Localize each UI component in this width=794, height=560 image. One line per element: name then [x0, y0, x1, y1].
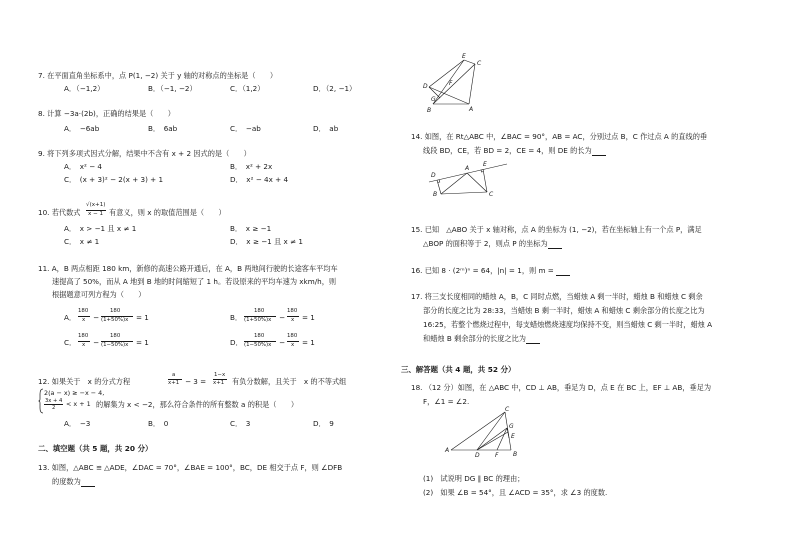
- fig18-label-c: C: [505, 406, 510, 413]
- q9-option-c[interactable]: C． (x + 3)² − 2(x + 3) + 1: [64, 175, 164, 184]
- question-8-stem: 8. 计算 −3a·(2b)，正确的结果是（ ）: [38, 109, 175, 118]
- question-11-line-2: 速提高了 50%，而从 A 地到 B 地的时间缩短了 1 h。若设原来的平均车速为 xkm/h，则: [52, 277, 337, 286]
- q9-option-a[interactable]: A． x² − 4: [64, 162, 102, 171]
- question-7-stem: 7. 在平面直角坐标系中，点 P(1, −2) 关于 y 轴的对称点的坐标是（ ）: [38, 71, 278, 80]
- question-11-line-3: 根据题意可列方程为（ ）: [52, 290, 146, 299]
- question-18-sub-2: (2) 如果 ∠B = 54°，且 ∠ACD = 35°，求 ∠3 的度数.: [423, 488, 608, 497]
- q12-option-a[interactable]: A． −3: [64, 419, 91, 428]
- q7-option-c[interactable]: C．（1,2）: [230, 84, 265, 93]
- question-10-prefix: 10. 若代数式: [38, 208, 81, 217]
- fig18-label-f: F: [495, 452, 499, 459]
- q10-option-a[interactable]: A． x > −1 且 x ≠ 1: [64, 224, 137, 233]
- fig14-label-b: B: [433, 191, 438, 198]
- q8-option-a[interactable]: A． −6ab: [64, 124, 100, 133]
- question-10-suffix: 有意义，则 x 的取值范围是（ ）: [109, 208, 226, 217]
- fig18-label-a: A: [445, 447, 450, 454]
- q18-figure: [445, 406, 518, 459]
- question-14-line-1: 14. 如图，在 Rt△ABC 中，∠BAC = 90°，AB = AC，分别过点 B，C 作过点 A 的直线的垂: [411, 132, 708, 141]
- fig18-label-e: E: [511, 433, 515, 440]
- fig14-label-c: C: [489, 191, 494, 198]
- question-17-line-3: 16:25，若整个燃烧过程中，每支蜡烛燃烧速度均保持不变，则当蜡烛 C 剩一半时，蜡烛 A: [423, 320, 713, 329]
- q12-system-num: 3x + 4: [45, 398, 63, 404]
- q12-system-rhs: < x + 1: [66, 400, 91, 408]
- question-17-line-2: 部分的长度之比为 28:33，当蜡烛 B 剩一半时，蜡烛 A 和蜡烛 C 剩余部分的长度之比为: [423, 306, 705, 315]
- fig13-label-g: G: [431, 96, 436, 103]
- q9-option-d[interactable]: D． x² − 4x + 4: [230, 175, 289, 184]
- fig18-label-b: B: [513, 451, 518, 458]
- q12-frac2-den: x+1: [213, 380, 225, 386]
- q8-option-d[interactable]: D． ab: [313, 124, 339, 133]
- question-12-tail: 的解集为 x < −2，那么符合条件的所有整数 a 的积是（ ）: [96, 400, 299, 409]
- fig13-label-a: A: [469, 106, 474, 113]
- q12-option-c[interactable]: C． 3: [230, 419, 251, 428]
- q12-frac1-num: a: [172, 372, 176, 378]
- fig13-label-f: F: [449, 80, 453, 87]
- q7-option-d[interactable]: D．（2, −1）: [313, 84, 357, 93]
- q12-frac1-den: x+1: [168, 380, 180, 386]
- q16-answer-blank[interactable]: [556, 266, 570, 276]
- question-13-line-1: 13. 如图，△ABC ≌ △ADE，∠DAC = 70°，∠BAE = 100°，BC，DE 相交于点 F，则 ∠DFB: [38, 463, 343, 472]
- question-18-line-2: F，∠1 = ∠2.: [423, 397, 470, 406]
- q8-option-c[interactable]: C． −ab: [230, 124, 261, 133]
- q13-figure: [419, 53, 485, 114]
- q12-option-b[interactable]: B． 0: [148, 419, 169, 428]
- fig13-label-c: C: [477, 60, 482, 67]
- fig14-label-d: D: [431, 172, 436, 179]
- q11-option-b[interactable]: B． 180 (1+50%)x − 180 x = 1: [230, 308, 315, 323]
- fig14-label-e: E: [483, 161, 487, 168]
- fig18-label-g: G: [509, 423, 514, 430]
- question-18-line-1: 18. （12 分）如图，在 △ABC 中，CD ⊥ AB，垂足为 D，点 E 在 BC 上，EF ⊥ AB，垂足为: [411, 383, 712, 392]
- question-17-line-4: 和蜡烛 B 剩余部分的长度之比为: [423, 334, 540, 344]
- fig13-label-e: E: [462, 53, 466, 60]
- section-2-heading: 二、填空题（共 5 题，共 20 分）: [38, 444, 153, 453]
- q15-answer-blank[interactable]: [548, 239, 562, 249]
- q11-option-c[interactable]: C． 180 x − 180 (1−50%)x = 1: [64, 333, 149, 348]
- q17-answer-blank[interactable]: [526, 334, 540, 344]
- q10-option-b[interactable]: B． x ≥ −1: [230, 224, 272, 233]
- q10-fraction-denominator: x − 1: [88, 211, 104, 217]
- q14-answer-blank[interactable]: [592, 146, 606, 156]
- fig18-label-d: D: [475, 452, 480, 459]
- question-14-line-2: 线段 BD，CE，若 BD = 2，CE = 4，则 DE 的长为: [423, 146, 606, 156]
- question-18-sub-1: (1) 试说明 DG ∥ BC 的理由；: [423, 474, 525, 483]
- question-15-line-2: △BOP 的面积等于 2，则点 P 的坐标为: [423, 239, 562, 249]
- question-13-line-2: 的度数为: [52, 477, 95, 487]
- question-12-prefix: 12. 如果关于 x 的分式方程: [38, 377, 131, 386]
- question-16: 16. 已知 8 · (2ᵐ)ⁿ = 64，|n| = 1，则 m =: [411, 266, 570, 276]
- fig13-label-b: B: [427, 107, 432, 114]
- fig13-label-d: D: [423, 83, 428, 90]
- q9-option-b[interactable]: B． x² + 2x: [230, 162, 273, 171]
- q10-option-d[interactable]: D． x ≥ −1 且 x ≠ 1: [230, 237, 303, 246]
- right-column: [397, 0, 794, 560]
- q12-frac2-num: 1−x: [214, 372, 226, 378]
- q12-option-d[interactable]: D． 9: [313, 419, 334, 428]
- question-12-suffix: 有负分数解，且关于 x 的不等式组: [232, 377, 347, 386]
- q7-option-b[interactable]: B．（−1, −2）: [148, 84, 197, 93]
- q10-fraction-numerator: √(x+1): [86, 202, 106, 208]
- q14-figure: [427, 160, 509, 196]
- q11-option-a[interactable]: A． 180 x − 180 (1+50%)x = 1: [64, 308, 149, 323]
- q8-option-b[interactable]: B． 6ab: [148, 124, 178, 133]
- q13-answer-blank[interactable]: [81, 477, 95, 487]
- question-9-stem: 9. 将下列多项式因式分解，结果中不含有 x + 2 因式的是（ ）: [38, 149, 251, 158]
- q10-option-c[interactable]: C． x ≠ 1: [64, 237, 100, 246]
- q12-equation-mid: − 3 =: [185, 377, 207, 386]
- section-3-heading: 三、解答题（共 4 题，共 52 分）: [401, 365, 516, 374]
- fig14-label-a: A: [465, 165, 470, 172]
- question-11-line-1: 11. A，B 两点相距 180 km，新修的高速公路开通后，在 A，B 两地间行驶的长途客车平均车: [38, 264, 338, 273]
- q11-option-d[interactable]: D． 180 (1−50%)x − 180 x = 1: [230, 333, 315, 348]
- question-15-line-1: 15. 已知 △ABO 关于 x 轴对称，点 A 的坐标为 (1, −2)，若在坐标轴上有一个点 P，满足: [411, 225, 702, 234]
- question-17-line-1: 17. 将三支长度相同的蜡烛 A，B，C 同时点燃，当蜡烛 A 剩一半时，蜡烛 B 和蜡烛 C 剩余: [411, 292, 703, 301]
- q12-system-den: 2: [52, 405, 56, 411]
- q12-system-line-1: 2(a − x) ≥ −x − 4,: [44, 389, 105, 397]
- q7-option-a[interactable]: A．（−1,2）: [64, 84, 105, 93]
